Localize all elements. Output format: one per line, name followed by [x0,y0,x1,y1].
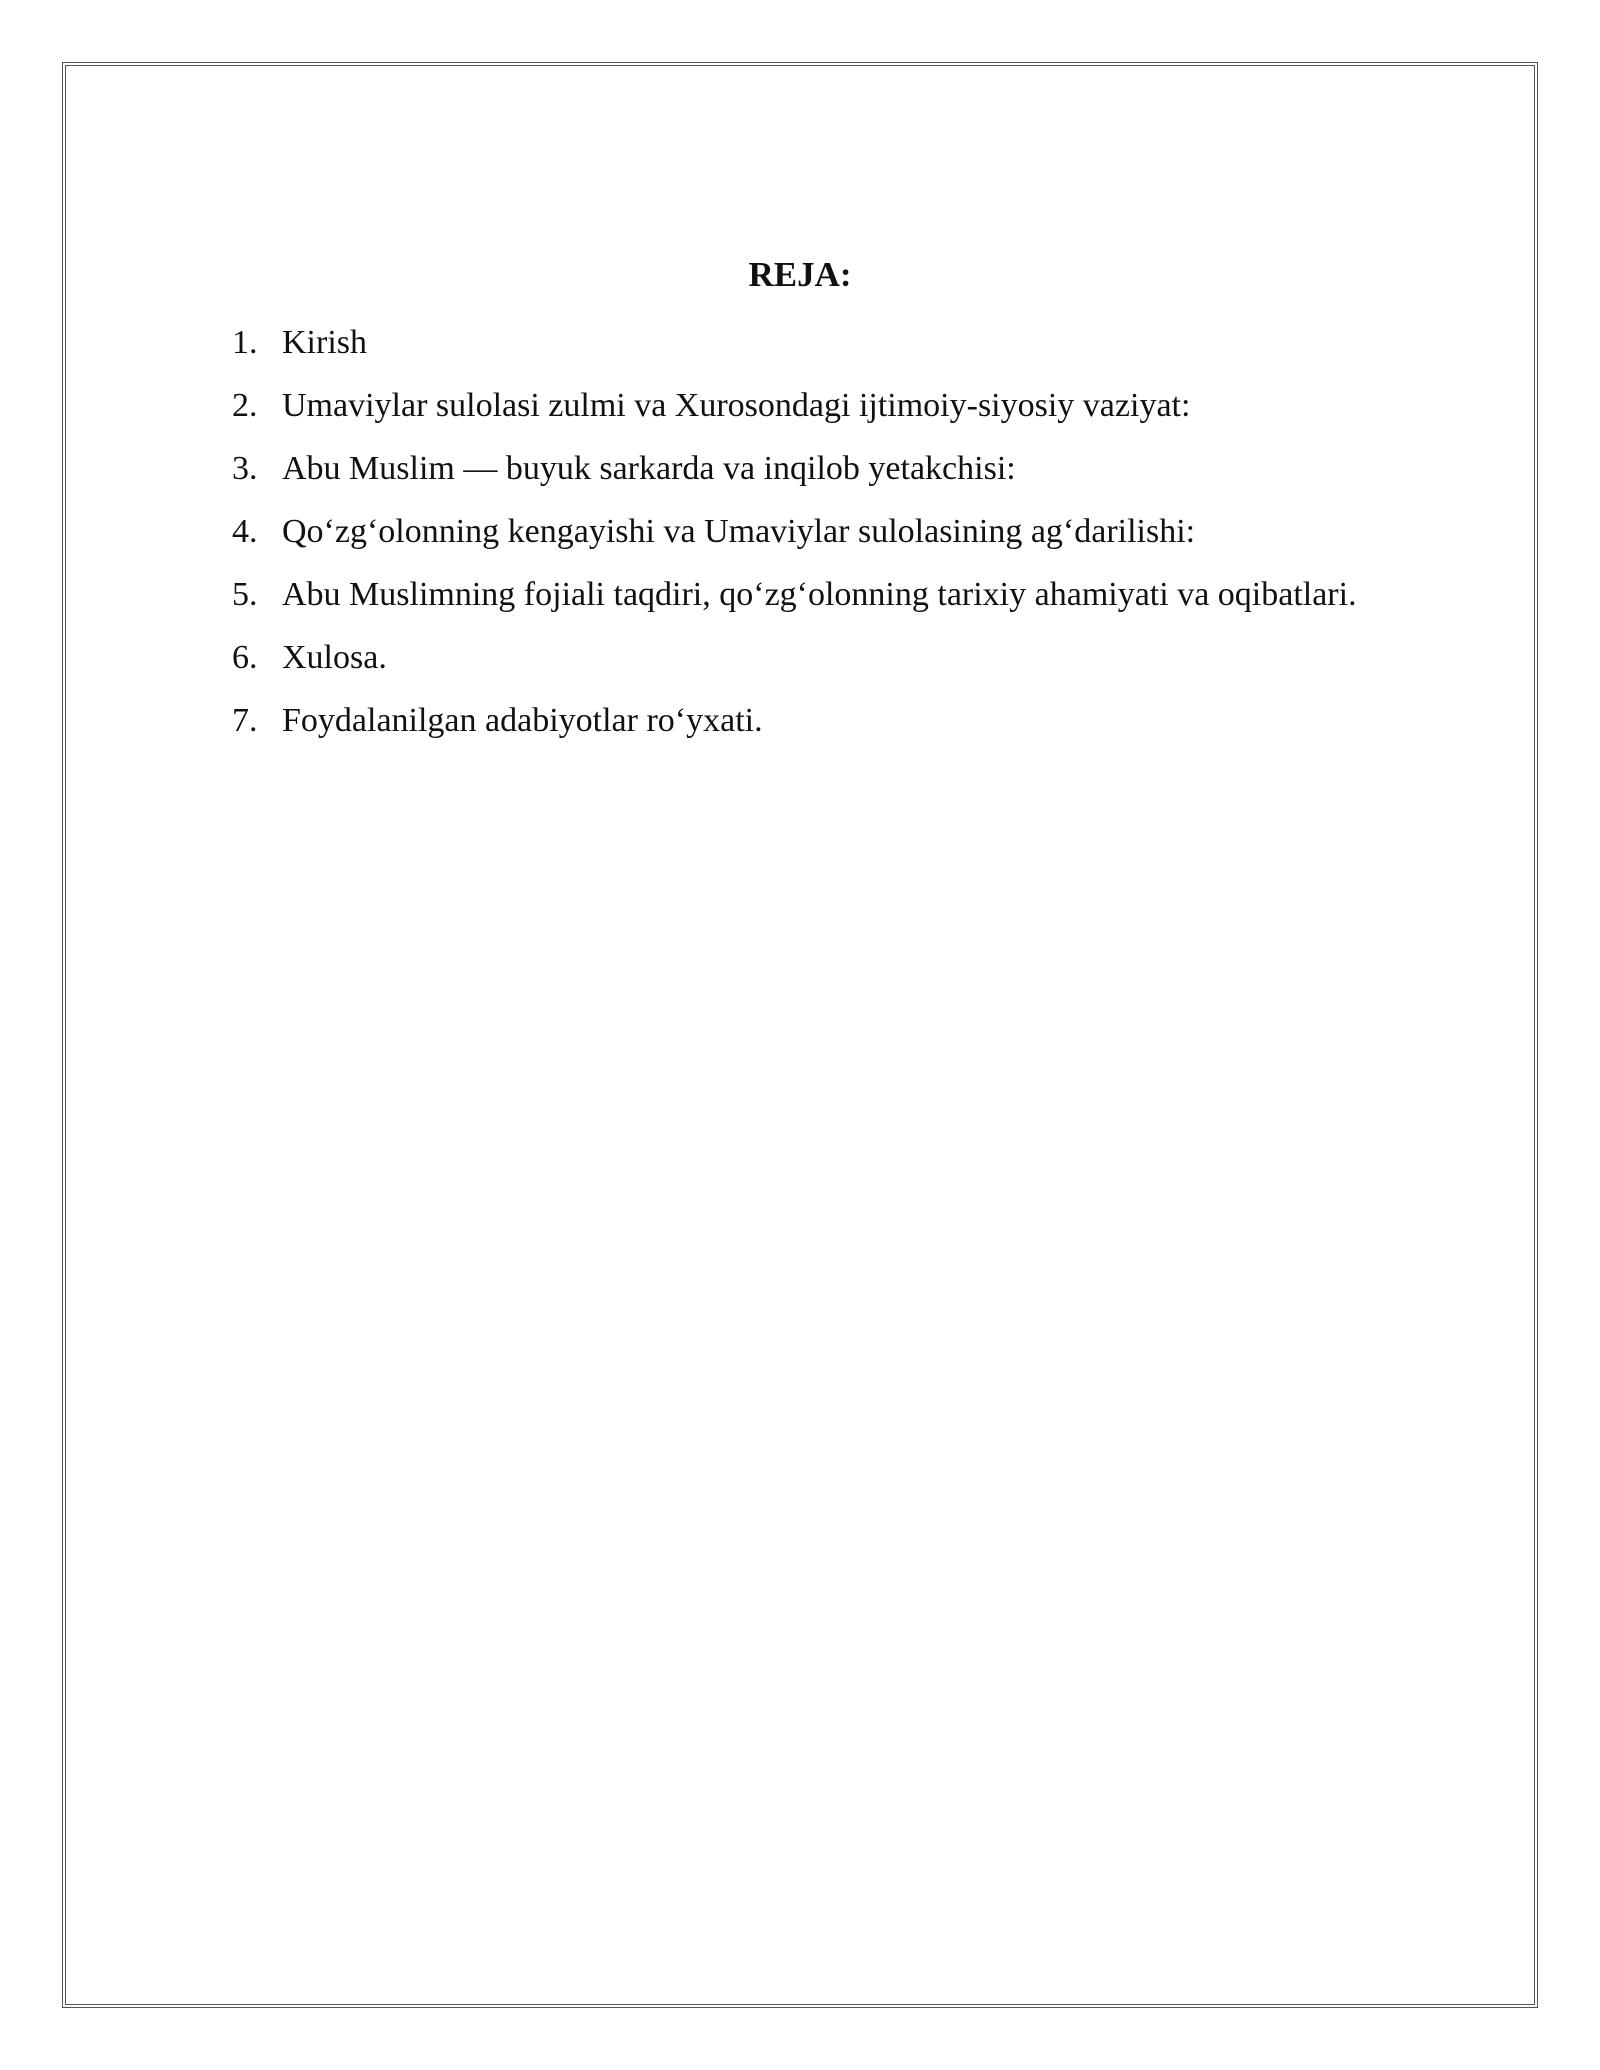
list-item-text: Umaviylar sulolasi zulmi va Xurosondagi ijtimoiy-siyosiy vaziyat: [282,387,1191,424]
list-item-number: 6. [232,639,258,676]
list-item [232,626,1404,689]
list-item-number: 5. [232,576,258,613]
list-item-number: 2. [232,387,258,424]
list-item-number: 4. [232,513,258,550]
list-item-text: Xulosa. [282,639,387,676]
page-title: REJA: [748,255,852,294]
list-item-text: Abu Muslimning fojiali taqdiri, qo‘zg‘olonning tarixiy ahamiyati va oqibatlari. [282,576,1357,613]
list-item-text: Foydalanilgan adabiyotlar ro‘yxati. [282,702,763,739]
list-item [232,437,1404,500]
list-item-text: Qo‘zg‘olonning kengayishi va Umaviylar sulolasining ag‘darilishi: [282,513,1196,550]
list-item [232,500,1404,563]
list-item-number: 7. [232,702,258,739]
list-item-text: Abu Muslim — buyuk sarkarda va inqilob yetakchisi: [282,450,1016,487]
list-item-number: 3. [232,450,258,487]
list-item [232,563,1404,626]
list-item-number: 1. [232,324,258,361]
plan-list [232,311,1404,752]
list-item [232,374,1404,437]
list-item [232,689,1404,752]
list-item-text: Kirish [282,324,367,361]
list-item [232,311,1404,374]
